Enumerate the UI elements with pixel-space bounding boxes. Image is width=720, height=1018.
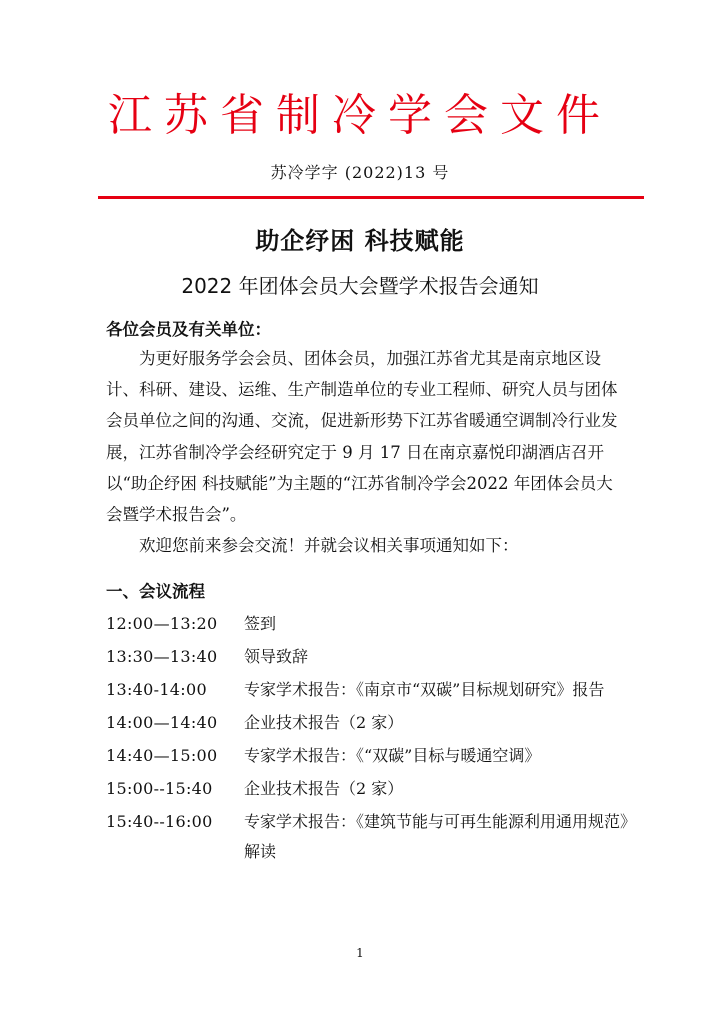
agenda-time: 14:40—15:00 bbox=[106, 746, 218, 765]
agenda-time: 12:00—13:20 bbox=[106, 614, 218, 633]
agenda-item: 企业技术报告（2 家） bbox=[244, 713, 404, 732]
agenda-schedule bbox=[106, 609, 636, 870]
notice-body bbox=[106, 343, 626, 561]
welcome-paragraph: 欢迎您前来参会交流！并就会议相关事项通知如下： bbox=[139, 536, 519, 556]
agenda-time: 15:00--15:40 bbox=[106, 779, 213, 798]
agenda-item: 专家学术报告：《“双碳”目标与暖通空调》 bbox=[244, 746, 541, 765]
agenda-item: 专家学术报告：《建筑节能与可再生能源利用通用规范》解读 bbox=[244, 812, 637, 861]
agenda-item: 专家学术报告：《南京市“双碳”目标规划研究》报告 bbox=[244, 680, 605, 699]
document-number: 苏冷学字 (2022)13 号 bbox=[270, 163, 450, 182]
salutation: 各位会员及有关单位： bbox=[106, 320, 271, 339]
intro-paragraph: 为更好服务学会会员、团体会员，加强江苏省尤其是南京地区设计、科研、建设、运维、生产制造单位的专业工程师、研究人员与团体会员单位之间的沟通、交流，促进新形势下江苏省暖通空调制冷行业发展，江苏省制冷学会经研究定于 9 月 17 日在南京嘉悦印湖酒店召开以“助企纾困 科技赋能”为主题的“江苏省制冷学会2022 年团体会员大会暨学术报告会”。 bbox=[106, 349, 618, 525]
agenda-item: 领导致辞 bbox=[244, 647, 309, 666]
agenda-row bbox=[106, 807, 636, 867]
agenda-row bbox=[106, 774, 636, 804]
page-number: 1 bbox=[356, 946, 364, 960]
agenda-row bbox=[106, 609, 636, 639]
agenda-item: 签到 bbox=[244, 614, 277, 633]
agenda-time: 13:40-14:00 bbox=[106, 680, 207, 699]
agenda-row bbox=[106, 675, 636, 705]
sub-title: 2022 年团体会员大会暨学术报告会通知 bbox=[181, 274, 539, 298]
header-red-rule bbox=[98, 196, 644, 199]
agenda-row bbox=[106, 642, 636, 672]
agenda-row bbox=[106, 741, 636, 771]
agenda-row bbox=[106, 708, 636, 738]
agenda-item: 企业技术报告（2 家） bbox=[244, 779, 404, 798]
main-title: 助企纾困 科技赋能 bbox=[255, 227, 465, 255]
agenda-time: 15:40--16:00 bbox=[106, 812, 213, 831]
agenda-time: 13:30—13:40 bbox=[106, 647, 218, 666]
agenda-time: 14:00—14:40 bbox=[106, 713, 218, 732]
section-heading-agenda: 一、会议流程 bbox=[106, 582, 205, 601]
document-header-title: 江苏省制冷学会文件 bbox=[108, 90, 612, 141]
